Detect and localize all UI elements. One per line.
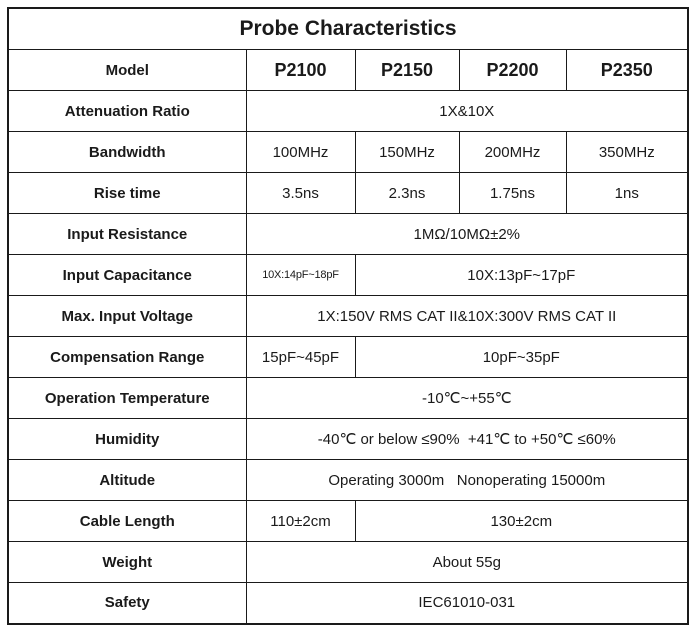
input-capacitance-p2100: 10X:14pF~18pF — [246, 255, 355, 296]
rise-time-label: Rise time — [8, 173, 246, 214]
compensation-range-row — [8, 337, 688, 378]
compensation-range-label: Compensation Range — [8, 337, 246, 378]
bandwidth-p2200: 200MHz — [459, 132, 566, 173]
compensation-range-others: 10pF~35pF — [355, 337, 688, 378]
cable-length-label: Cable Length — [8, 501, 246, 542]
model-p2350: P2350 — [566, 50, 688, 91]
safety-label: Safety — [8, 583, 246, 624]
input-resistance-label: Input Resistance — [8, 214, 246, 255]
altitude-row — [8, 460, 688, 501]
bandwidth-p2100: 100MHz — [246, 132, 355, 173]
probe-characteristics-table — [7, 7, 689, 625]
operation-temperature-value: -10℃~+55℃ — [246, 378, 688, 419]
input-resistance-row — [8, 214, 688, 255]
altitude-label: Altitude — [8, 460, 246, 501]
model-row — [8, 50, 688, 91]
model-p2100: P2100 — [246, 50, 355, 91]
safety-row — [8, 583, 688, 624]
safety-value: IEC61010-031 — [246, 583, 688, 624]
title-row — [8, 8, 688, 50]
input-capacitance-others: 10X:13pF~17pF — [355, 255, 688, 296]
operation-temperature-row — [8, 378, 688, 419]
rise-time-p2200: 1.75ns — [459, 173, 566, 214]
weight-label: Weight — [8, 542, 246, 583]
operation-temperature-label: Operation Temperature — [8, 378, 246, 419]
table-title: Probe Characteristics — [8, 8, 688, 50]
cable-length-row — [8, 501, 688, 542]
humidity-label: Humidity — [8, 419, 246, 460]
max-input-voltage-label: Max. Input Voltage — [8, 296, 246, 337]
rise-time-p2100: 3.5ns — [246, 173, 355, 214]
max-input-voltage-value: 1X:150V RMS CAT II&10X:300V RMS CAT II — [246, 296, 688, 337]
bandwidth-row — [8, 132, 688, 173]
bandwidth-label: Bandwidth — [8, 132, 246, 173]
model-p2150: P2150 — [355, 50, 459, 91]
rise-time-p2150: 2.3ns — [355, 173, 459, 214]
rise-time-row — [8, 173, 688, 214]
weight-row — [8, 542, 688, 583]
max-input-voltage-row — [8, 296, 688, 337]
rise-time-p2350: 1ns — [566, 173, 688, 214]
input-resistance-value: 1MΩ/10MΩ±2% — [246, 214, 688, 255]
cable-length-others: 130±2cm — [355, 501, 688, 542]
weight-value: About 55g — [246, 542, 688, 583]
attenuation-row — [8, 91, 688, 132]
attenuation-value: 1X&10X — [246, 91, 688, 132]
input-capacitance-label: Input Capacitance — [8, 255, 246, 296]
cable-length-p2100: 110±2cm — [246, 501, 355, 542]
humidity-value: -40℃ or below ≤90% +41℃ to +50℃ ≤60% — [246, 419, 688, 460]
input-capacitance-row — [8, 255, 688, 296]
altitude-value: Operating 3000m Nonoperating 15000m — [246, 460, 688, 501]
bandwidth-p2350: 350MHz — [566, 132, 688, 173]
attenuation-label: Attenuation Ratio — [8, 91, 246, 132]
humidity-row — [8, 419, 688, 460]
compensation-range-p2100: 15pF~45pF — [246, 337, 355, 378]
model-label: Model — [8, 50, 246, 91]
model-p2200: P2200 — [459, 50, 566, 91]
bandwidth-p2150: 150MHz — [355, 132, 459, 173]
